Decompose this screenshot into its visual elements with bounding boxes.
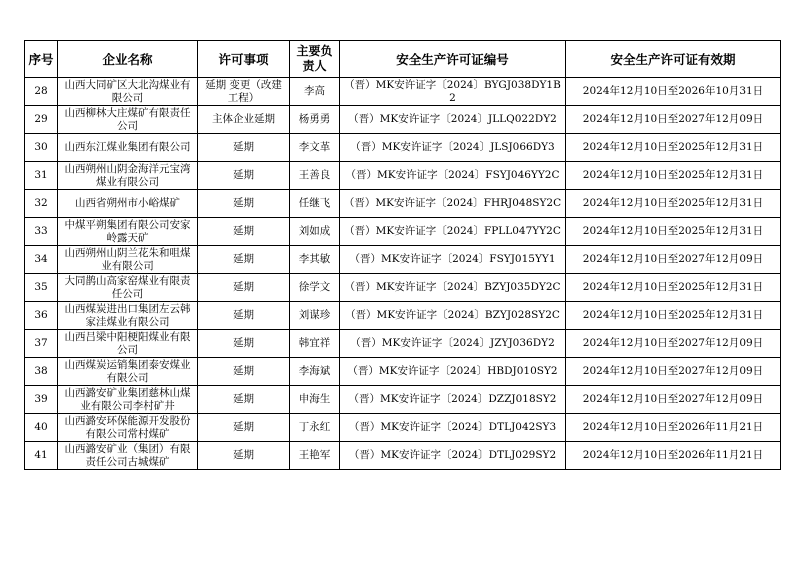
cell-no: 28 [25, 78, 58, 106]
cell-matter: 延期 变更（改建工程） [198, 78, 290, 106]
cell-no: 34 [25, 246, 58, 274]
cell-company: 山西潞安环保能源开发股份有限公司常村煤矿 [58, 414, 198, 442]
cell-code: （晋）MK安许证字〔2024〕JZYJ036DY2 [340, 330, 566, 358]
cell-no: 29 [25, 106, 58, 134]
cell-matter: 延期 [198, 386, 290, 414]
cell-matter: 延期 [198, 302, 290, 330]
header-valid: 安全生产许可证有效期 [566, 41, 781, 78]
header-matter: 许可事项 [198, 41, 290, 78]
table-row [25, 274, 781, 302]
table-row [25, 78, 781, 106]
cell-person: 韩宜祥 [290, 330, 340, 358]
cell-matter: 延期 [198, 246, 290, 274]
cell-person: 徐学文 [290, 274, 340, 302]
permit-table [24, 40, 781, 470]
cell-code: （晋）MK安许证字〔2024〕FPLL047YY2C [340, 218, 566, 246]
cell-code: （晋）MK安许证字〔2024〕BZYJ028SY2C [340, 302, 566, 330]
cell-code: （晋）MK安许证字〔2024〕FSYJ046YY2C [340, 162, 566, 190]
cell-valid: 2024年12月10日至2025年12月31日 [566, 190, 781, 218]
cell-valid: 2024年12月10日至2025年12月31日 [566, 274, 781, 302]
cell-person: 李其敏 [290, 246, 340, 274]
table-row [25, 358, 781, 386]
cell-valid: 2024年12月10日至2025年12月31日 [566, 218, 781, 246]
cell-matter: 延期 [198, 274, 290, 302]
cell-code: （晋）MK安许证字〔2024〕DTLJ042SY3 [340, 414, 566, 442]
table-row [25, 330, 781, 358]
header-row [25, 41, 781, 78]
cell-person: 丁永红 [290, 414, 340, 442]
cell-matter: 延期 [198, 414, 290, 442]
cell-valid: 2024年12月10日至2025年12月31日 [566, 302, 781, 330]
cell-valid: 2024年12月10日至2025年12月31日 [566, 134, 781, 162]
cell-no: 39 [25, 386, 58, 414]
cell-no: 35 [25, 274, 58, 302]
cell-no: 36 [25, 302, 58, 330]
cell-valid: 2024年12月10日至2026年11月21日 [566, 442, 781, 470]
cell-no: 33 [25, 218, 58, 246]
table-row [25, 134, 781, 162]
cell-company: 山西朔州山阴金海洋元宝湾煤业有限公司 [58, 162, 198, 190]
cell-person: 李海斌 [290, 358, 340, 386]
cell-code: （晋）MK安许证字〔2024〕BYGJ038DY1B2 [340, 78, 566, 106]
table-row [25, 106, 781, 134]
cell-valid: 2024年12月10日至2027年12月09日 [566, 358, 781, 386]
table-row [25, 190, 781, 218]
cell-code: （晋）MK安许证字〔2024〕HBDJ010SY2 [340, 358, 566, 386]
cell-company: 山西吕梁中阳梗阳煤业有限公司 [58, 330, 198, 358]
cell-matter: 延期 [198, 162, 290, 190]
cell-valid: 2024年12月10日至2027年12月09日 [566, 246, 781, 274]
cell-no: 30 [25, 134, 58, 162]
table-row [25, 386, 781, 414]
header-person: 主要负责人 [290, 41, 340, 78]
table-row [25, 162, 781, 190]
cell-company: 山西潞安矿业（集团）有限责任公司古城煤矿 [58, 442, 198, 470]
cell-no: 38 [25, 358, 58, 386]
cell-matter: 延期 [198, 218, 290, 246]
cell-no: 31 [25, 162, 58, 190]
cell-company: 山西柳林大庄煤矿有限责任公司 [58, 106, 198, 134]
header-company: 企业名称 [58, 41, 198, 78]
cell-company: 山西煤炭进出口集团左云韩家洼煤业有限公司 [58, 302, 198, 330]
cell-company: 中煤平朔集团有限公司安家岭露天矿 [58, 218, 198, 246]
table-row [25, 414, 781, 442]
table-row [25, 218, 781, 246]
cell-person: 申海生 [290, 386, 340, 414]
cell-no: 32 [25, 190, 58, 218]
cell-company: 山西省朔州市小峪煤矿 [58, 190, 198, 218]
cell-person: 刘谋珍 [290, 302, 340, 330]
cell-company: 山西潞安矿业集团慈林山煤业有限公司李村矿井 [58, 386, 198, 414]
cell-code: （晋）MK安许证字〔2024〕DTLJ029SY2 [340, 442, 566, 470]
cell-no: 41 [25, 442, 58, 470]
cell-matter: 延期 [198, 358, 290, 386]
cell-code: （晋）MK安许证字〔2024〕JLSJ066DY3 [340, 134, 566, 162]
cell-matter: 主体企业延期 [198, 106, 290, 134]
cell-company: 山西东江煤业集团有限公司 [58, 134, 198, 162]
cell-valid: 2024年12月10日至2027年12月09日 [566, 106, 781, 134]
cell-no: 37 [25, 330, 58, 358]
table-body [25, 78, 781, 470]
cell-code: （晋）MK安许证字〔2024〕FHRJ048SY2C [340, 190, 566, 218]
cell-matter: 延期 [198, 330, 290, 358]
cell-valid: 2024年12月10日至2026年10月31日 [566, 78, 781, 106]
cell-person: 任继飞 [290, 190, 340, 218]
cell-person: 刘如成 [290, 218, 340, 246]
table-header [25, 41, 781, 78]
cell-no: 40 [25, 414, 58, 442]
cell-person: 李高 [290, 78, 340, 106]
cell-matter: 延期 [198, 442, 290, 470]
cell-matter: 延期 [198, 190, 290, 218]
cell-code: （晋）MK安许证字〔2024〕DZZJ018SY2 [340, 386, 566, 414]
cell-valid: 2024年12月10日至2027年12月09日 [566, 386, 781, 414]
cell-person: 王艳军 [290, 442, 340, 470]
header-no: 序号 [25, 41, 58, 78]
cell-code: （晋）MK安许证字〔2024〕JLLQ022DY2 [340, 106, 566, 134]
cell-valid: 2024年12月10日至2026年11月21日 [566, 414, 781, 442]
cell-code: （晋）MK安许证字〔2024〕FSYJ015YY1 [340, 246, 566, 274]
cell-valid: 2024年12月10日至2025年12月31日 [566, 162, 781, 190]
table-row [25, 302, 781, 330]
cell-company: 大同鹊山高家窑煤业有限责任公司 [58, 274, 198, 302]
cell-code: （晋）MK安许证字〔2024〕BZYJ035DY2C [340, 274, 566, 302]
cell-company: 山西煤炭运销集团泰安煤业有限公司 [58, 358, 198, 386]
cell-person: 王善良 [290, 162, 340, 190]
table-row [25, 442, 781, 470]
cell-valid: 2024年12月10日至2027年12月09日 [566, 330, 781, 358]
cell-matter: 延期 [198, 134, 290, 162]
cell-person: 李文革 [290, 134, 340, 162]
cell-person: 杨勇勇 [290, 106, 340, 134]
cell-company: 山西大同矿区大北沟煤业有限公司 [58, 78, 198, 106]
table-row [25, 246, 781, 274]
cell-company: 山西朔州山阴兰花朱和咀煤业有限公司 [58, 246, 198, 274]
header-code: 安全生产许可证编号 [340, 41, 566, 78]
